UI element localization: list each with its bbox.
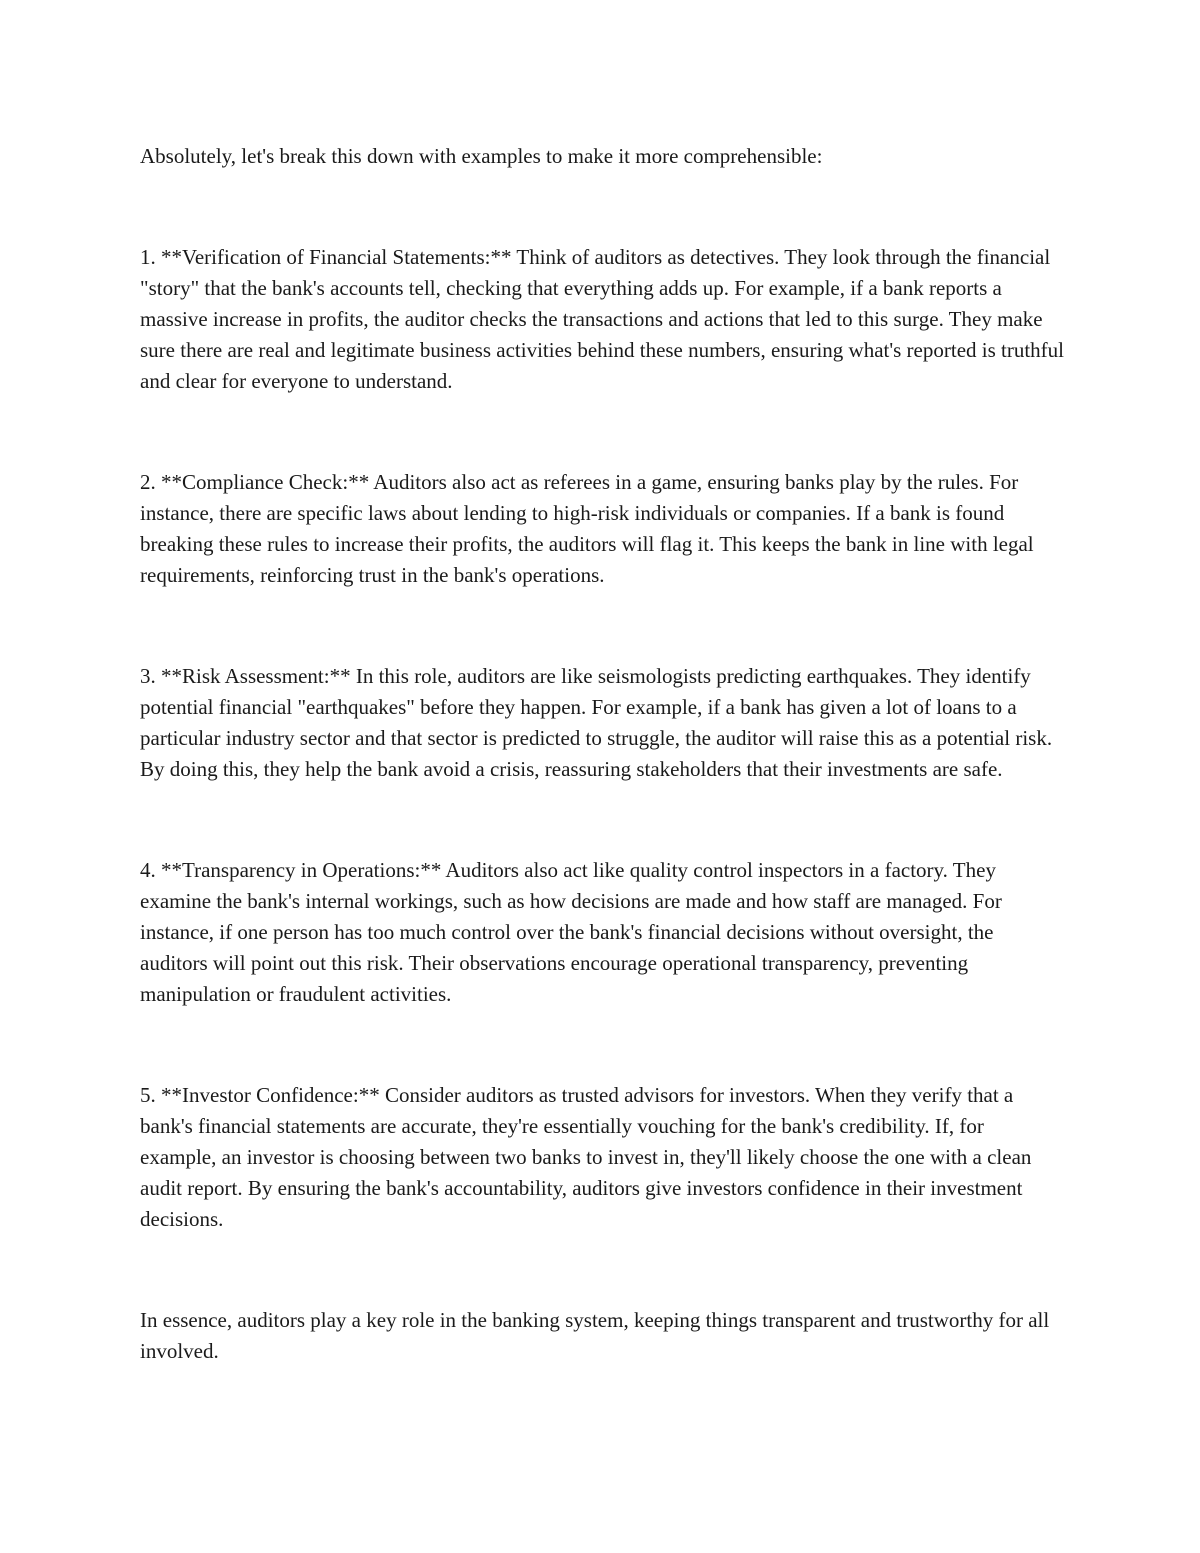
list-item-investor-confidence: 5. **Investor Confidence:** Consider auditors as trusted advisors for investors. When they verify that a bank's financial statements are accurate, they're essentially vouching for the bank's credibility. If, for example, an investor is choosing between two banks to invest in, they'll likely choose the one with a clean audit report. By ensuring the bank's accountability, auditors give investors confidence in their investment decisions.: [140, 1083, 1032, 1231]
list-item-verification: 1. **Verification of Financial Statements:** Think of auditors as detectives. They look through the financial "story" that the bank's accounts tell, checking that everything adds up. For example, if a bank reports a massive increase in profits, the auditor checks the transactions and actions that led to this surge. They make sure there are real and legitimate business activities behind these numbers, ensuring what's reported is truthful and clear for everyone to understand.: [140, 245, 1065, 393]
list-item-transparency: 4. **Transparency in Operations:** Auditors also act like quality control inspectors in a factory. They examine the bank's internal workings, such as how decisions are made and how staff are managed. For instance, if one person has too much control over the bank's financial decisions without oversight, the auditors will point out this risk. Their observations encourage operational transparency, preventing manipulation or fraudulent activities.: [140, 858, 1002, 1006]
closing-paragraph: In essence, auditors play a key role in the banking system, keeping things transparent and trustworthy for all involved.: [140, 1308, 1050, 1363]
document-body: [140, 141, 1065, 1367]
list-item-compliance: 2. **Compliance Check:** Auditors also act as referees in a game, ensuring banks play by the rules. For instance, there are specific laws about lending to high-risk individuals or companies. If a bank is found breaking these rules to increase their profits, the auditors will flag it. This keeps the bank in line with legal requirements, reinforcing trust in the bank's operations.: [140, 470, 1034, 587]
list-item-risk-assessment: 3. **Risk Assessment:** In this role, auditors are like seismologists predicting earthquakes. They identify potential financial "earthquakes" before they happen. For example, if a bank has given a lot of loans to a particular industry sector and that sector is predicted to struggle, the auditor will raise this as a potential risk. By doing this, they help the bank avoid a crisis, reassuring stakeholders that their investments are safe.: [140, 664, 1053, 781]
intro-paragraph: Absolutely, let's break this down with examples to make it more comprehensible:: [140, 144, 823, 168]
